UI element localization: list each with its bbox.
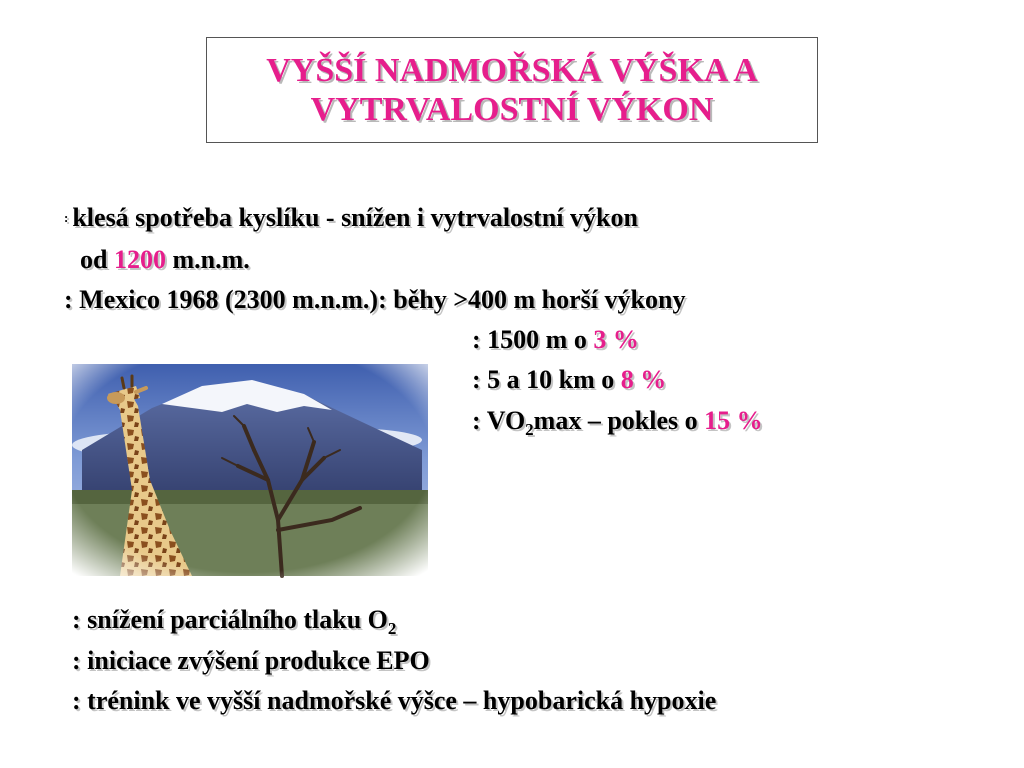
bullet-training: : trénink ve vyšší nadmořské výšce – hypobarická hypoxie bbox=[72, 686, 717, 715]
title-line-2: VYTRVALOSTNÍ VÝKON bbox=[310, 91, 714, 128]
altitude-value: 1200 bbox=[113, 245, 166, 274]
bullet-mexico: : Mexico 1968 (2300 m.n.m.): běhy >400 m horší výkony bbox=[64, 285, 686, 314]
sub2-value: 8 % bbox=[620, 365, 667, 394]
sub3-mid: max – pokles o bbox=[533, 406, 698, 435]
sub-bullet-vo2max bbox=[472, 406, 763, 439]
sub-bullet-5-10km bbox=[472, 365, 666, 395]
bullet-oxygen-text: klesá spotřeba kyslíku - snížen i vytrvalostní výkon bbox=[72, 203, 638, 232]
sub3-value: 15 % bbox=[704, 406, 763, 435]
partial-pressure-text: : snížení parciálního tlaku O bbox=[72, 605, 388, 634]
sub-bullet-1500m bbox=[472, 325, 639, 355]
sub1-value: 3 % bbox=[593, 325, 639, 354]
sub1-text: : 1500 m o bbox=[472, 325, 587, 354]
title-line-1: VYŠŠÍ NADMOŘSKÁ VÝŠKA A bbox=[266, 52, 758, 89]
sub3-text: : VO bbox=[472, 406, 526, 435]
bullet-oxygen bbox=[64, 203, 638, 233]
continuation-suffix: m.n.m. bbox=[172, 245, 250, 274]
bullet-oxygen-continuation bbox=[80, 245, 250, 275]
o2-subscript: 2 bbox=[387, 619, 397, 638]
sub2-text: : 5 a 10 km o bbox=[472, 365, 615, 394]
bullet-partial-pressure bbox=[72, 605, 397, 638]
giraffe-kilimanjaro-photo bbox=[42, 330, 454, 586]
continuation-prefix: od bbox=[80, 245, 108, 274]
sub3-subscript: 2 bbox=[525, 420, 534, 439]
title-box bbox=[206, 37, 818, 143]
bullet-marker: : bbox=[64, 210, 69, 225]
bullet-epo: : iniciace zvýšení produkce EPO bbox=[72, 646, 430, 675]
